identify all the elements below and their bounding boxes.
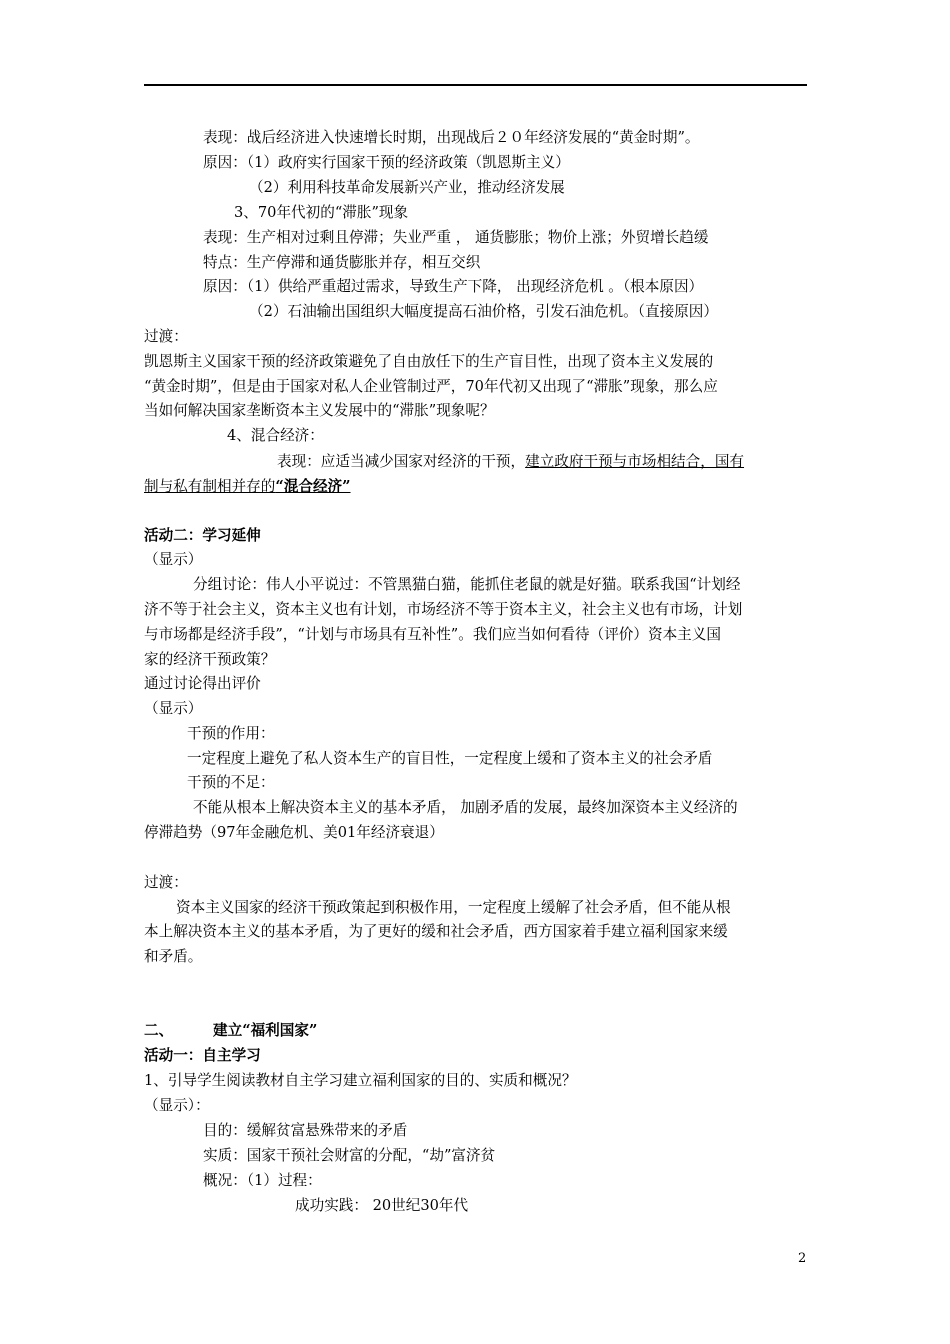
text-line: 济不等于社会主义，资本主义也有计划，市场经济不等于资本主义，社会主义也有市场，计划: [144, 601, 743, 618]
text-line: 当如何解决国家垄断资本主义发展中的“滞胀”现象呢？: [144, 402, 495, 419]
header-rule: [144, 84, 807, 86]
text-line: 原因：（1）供给严重超过需求，导致生产下降， 出现经济危机 。（根本原因）: [203, 278, 704, 295]
underlined-bold-text: “混合经济”: [275, 478, 351, 495]
transition-label: 过渡：: [144, 874, 188, 891]
text-line: （显示）: [144, 551, 203, 568]
text-line: 家的经济干预政策？: [144, 651, 276, 668]
text-line: 干预的作用：: [187, 725, 275, 742]
page-number: 2: [798, 1251, 807, 1266]
subsection-heading: 4、混合经济：: [227, 427, 324, 444]
text-line: 特点：生产停滞和通货膨胀并存，相互交织: [203, 254, 481, 271]
activity-heading: 活动二：学习延伸: [144, 527, 261, 544]
text-line: 本上解决资本主义的基本矛盾，为了更好的缓和社会矛盾，西方国家着手建立福利国家来缓: [144, 923, 728, 940]
text-line: 分组讨论：伟人小平说过：不管黑猫白猫，能抓住老鼠的就是好猫。联系我国“计划经: [193, 576, 741, 593]
text-line: 表现：生产相对过剩且停滞；失业严重 ， 通货膨胀；物价上涨；外贸增长趋缓: [203, 229, 709, 246]
text-line: 一定程度上避免了私人资本生产的盲目性，一定程度上缓和了资本主义的社会矛盾: [187, 750, 713, 767]
text-line: 概况：（1）过程：: [203, 1172, 322, 1189]
text-line: [277, 452, 744, 472]
text-line: 目的：缓解贫富悬殊带来的矛盾: [203, 1122, 408, 1139]
text-line: “黄金时期”，但是由于国家对私人企业管制过严，70年代初又出现了“滞胀”现象，那么应: [144, 378, 718, 395]
text-line: 不能从根本上解决资本主义的基本矛盾， 加剧矛盾的发展，最终加深资本主义经济的: [193, 799, 738, 816]
section-heading: 建立“福利国家”: [213, 1022, 318, 1039]
text-line: 原因：（1）政府实行国家干预的经济政策（凯恩斯主义）: [203, 154, 570, 171]
underlined-text: 建立政府干预与市场相结合，国有: [525, 453, 745, 470]
section-number: 二、: [144, 1022, 174, 1039]
text-line: 停滞趋势（97年金融危机、美01年经济衰退）: [144, 824, 444, 841]
text-line: 成功实践： 20世纪30年代: [295, 1197, 469, 1214]
text-line: 通过讨论得出评价: [144, 675, 261, 692]
text-line: （2）利用科技革命发展新兴产业，推动经济发展: [249, 179, 565, 196]
text-line: [144, 477, 351, 497]
text-line: 与市场都是经济手段”，“计划与市场具有互补性”。我们应当如何看待（评价）资本主义国: [144, 626, 721, 643]
activity-heading: 活动一：自主学习: [144, 1047, 261, 1064]
text-line: 实质：国家干预社会财富的分配，“劫”富济贫: [203, 1147, 496, 1164]
subsection-heading: 3、70年代初的“滞胀”现象: [234, 204, 409, 221]
text-line: 资本主义国家的经济干预政策起到积极作用，一定程度上缓解了社会矛盾，但不能从根: [176, 899, 731, 916]
text-line: 干预的不足：: [187, 774, 275, 791]
transition-label: 过渡：: [144, 328, 188, 345]
text-line: （显示）：: [144, 1097, 210, 1114]
text-line: 凯恩斯主义国家干预的经济政策避免了自由放任下的生产盲目性，出现了资本主义发展的: [144, 353, 714, 370]
text-line: （显示）: [144, 700, 203, 717]
text-line: （2）石油输出国组织大幅度提高石油价格，引发石油危机。（直接原因）: [249, 303, 718, 320]
text-line: 和矛盾。: [144, 948, 203, 965]
underlined-text: 制与私有制相并存的: [144, 478, 276, 495]
text-line: 表现：战后经济进入快速增长时期，出现战后２０年经济发展的“黄金时期”。: [203, 129, 700, 146]
text-line: 1、引导学生阅读教材自主学习建立福利国家的目的、实质和概况？: [144, 1072, 577, 1089]
text-span: 表现：应适当减少国家对经济的干预，: [277, 453, 526, 470]
